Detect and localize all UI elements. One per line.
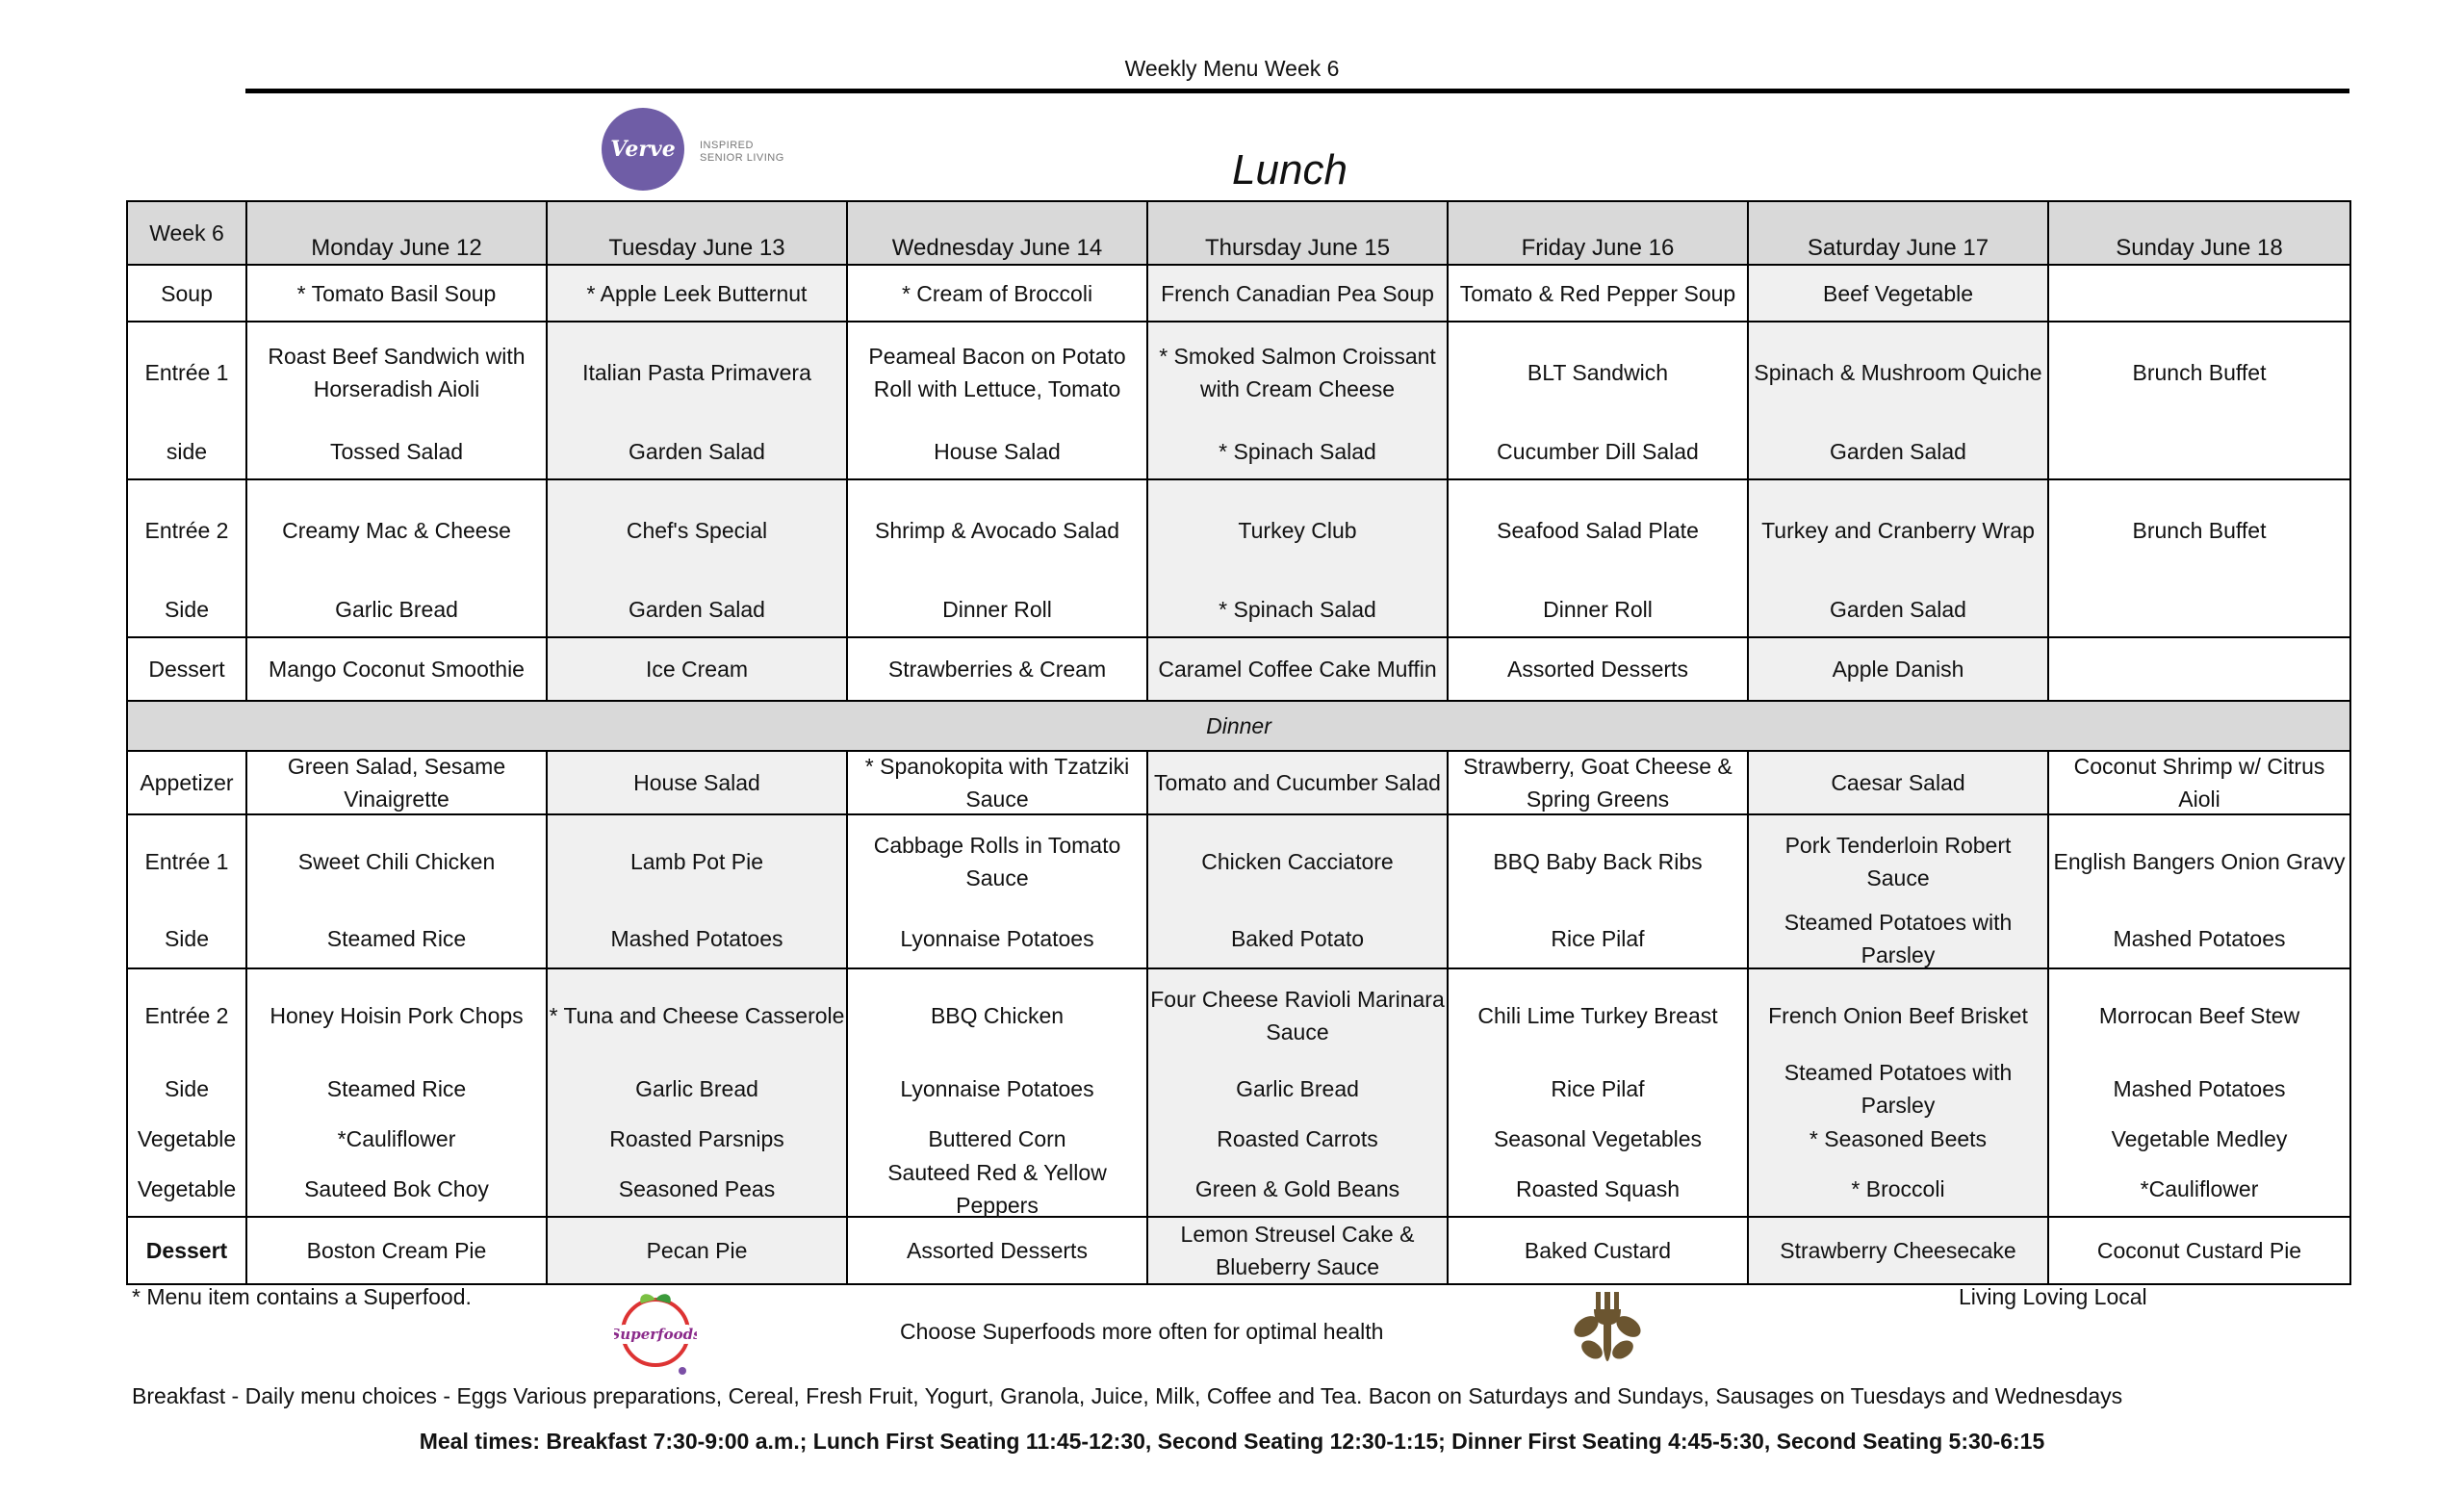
day-header xyxy=(2048,201,2350,265)
menu-text: Mango Coconut Smoothie xyxy=(269,657,525,682)
menu-text: Honey Hoisin Pork Chops xyxy=(270,1003,524,1028)
lunch-dessert-row xyxy=(127,637,2350,701)
superfoods-logo-text: Superfoods xyxy=(614,1326,697,1343)
tagline-line1: INSPIRED xyxy=(700,140,754,151)
menu-cell xyxy=(246,968,547,1217)
menu-text: Four Cheese Ravioli Marinara xyxy=(1150,987,1445,1012)
menu-cell xyxy=(1748,322,2048,479)
menu-text: Dessert xyxy=(145,1238,228,1263)
page-title: Weekly Menu Week 6 xyxy=(1124,56,1340,81)
menu-text: French Canadian Pea Soup xyxy=(1161,281,1434,306)
menu-text: Buttered Corn xyxy=(928,1126,1066,1151)
menu-text: Sweet Chili Chicken xyxy=(297,849,496,874)
menu-text: Brunch Buffet xyxy=(2132,360,2267,385)
day-name: Monday June 12 xyxy=(311,235,482,261)
menu-cell xyxy=(847,751,1147,814)
menu-cell xyxy=(2048,479,2350,637)
lunch-entree2-row xyxy=(127,479,2350,637)
menu-text: Spring Greens xyxy=(1526,787,1670,812)
menu-text: Peameal Bacon on Potato xyxy=(868,344,1126,369)
menu-cell xyxy=(847,1217,1147,1284)
row-label-cell xyxy=(127,479,246,637)
day-header xyxy=(246,201,547,265)
menu-cell xyxy=(1448,751,1748,814)
menu-text: Entrée 1 xyxy=(144,849,229,874)
menu-text: Green Salad, Sesame xyxy=(287,754,506,779)
menu-text: Week 6 xyxy=(149,220,224,245)
menu-cell xyxy=(547,814,847,968)
menu-text: Sauce xyxy=(1266,1019,1329,1045)
menu-text: Pork Tenderloin Robert xyxy=(1784,833,2012,858)
menu-text: Shrimp & Avocado Salad xyxy=(874,518,1119,543)
menu-text: Tossed Salad xyxy=(329,439,464,464)
menu-cell xyxy=(1448,814,1748,968)
menu-text: Seasonal Vegetables xyxy=(1493,1126,1703,1151)
menu-text: Cabbage Rolls in Tomato xyxy=(873,833,1121,858)
menu-text: * Broccoli xyxy=(1851,1176,1945,1201)
menu-text: Sauteed Red & Yellow xyxy=(887,1160,1107,1185)
menu-text: Roll with Lettuce, Tomato xyxy=(873,376,1121,401)
menu-cell xyxy=(2048,968,2350,1217)
menu-cell xyxy=(547,968,847,1217)
menu-text: BBQ Chicken xyxy=(930,1003,1065,1028)
superfoods-tagline: Choose Superfoods more often for optimal health xyxy=(900,1319,1384,1344)
menu-cell xyxy=(847,968,1147,1217)
row-label-cell xyxy=(127,751,246,814)
dinner-appetizer-row xyxy=(127,751,2350,814)
menu-cell xyxy=(1147,265,1448,322)
menu-text: Strawberries & Cream xyxy=(887,657,1107,682)
menu-text: Turkey Club xyxy=(1238,518,1357,543)
menu-text: Dinner Roll xyxy=(1543,597,1653,622)
menu-text: Sauteed Bok Choy xyxy=(304,1176,489,1201)
menu-text: House Salad xyxy=(934,439,1061,464)
menu-cell xyxy=(1147,968,1448,1217)
menu-text: Tomato and Cucumber Salad xyxy=(1154,770,1441,795)
menu-text: Vegetable Medley xyxy=(2111,1126,2288,1151)
menu-text: Vegetable xyxy=(137,1126,237,1151)
menu-text: BBQ Baby Back Ribs xyxy=(1493,849,1703,874)
menu-text: Baked Custard xyxy=(1524,1238,1672,1263)
menu-text: Mashed Potatoes xyxy=(2113,926,2286,951)
menu-text: Parsley xyxy=(1861,1093,1936,1118)
row-label-cell xyxy=(127,265,246,322)
menu-text: Garlic Bread xyxy=(635,1076,758,1101)
menu-text: Turkey and Cranberry Wrap xyxy=(1761,518,2035,543)
menu-cell xyxy=(1147,637,1448,701)
verve-logo xyxy=(602,108,794,194)
menu-cell xyxy=(1147,479,1448,637)
menu-text: Sauce xyxy=(1866,865,1930,890)
menu-text: Lyonnaise Potatoes xyxy=(900,926,1094,951)
menu-text: Garlic Bread xyxy=(335,597,458,622)
menu-cell xyxy=(1748,968,2048,1217)
menu-cell xyxy=(547,479,847,637)
menu-cell xyxy=(246,479,547,637)
menu-cell xyxy=(1147,751,1448,814)
menu-text: Appetizer xyxy=(140,770,234,795)
row-label-cell xyxy=(127,1217,246,1284)
menu-text: Horseradish Aioli xyxy=(313,376,480,401)
row-label-cell xyxy=(127,322,246,479)
menu-cell xyxy=(1448,637,1748,701)
day-name: Sunday June 18 xyxy=(2116,235,2283,261)
menu-text: Seafood Salad Plate xyxy=(1497,518,1699,543)
menu-text: Steamed Potatoes with xyxy=(1784,910,2013,935)
menu-cell xyxy=(847,479,1147,637)
menu-text: Chef's Special xyxy=(626,518,768,543)
menu-text: Soup xyxy=(161,281,213,306)
menu-cell xyxy=(547,322,847,479)
menu-cell xyxy=(1147,322,1448,479)
menu-cell xyxy=(2048,814,2350,968)
day-name: Saturday June 17 xyxy=(1807,235,1989,261)
week-label-cell xyxy=(127,201,246,265)
menu-text: Steamed Rice xyxy=(326,1076,467,1101)
menu-text: Baked Potato xyxy=(1230,926,1365,951)
row-label-cell xyxy=(127,968,246,1217)
menu-text: Strawberry, Goat Cheese & xyxy=(1463,754,1732,779)
menu-text: Chili Lime Turkey Breast xyxy=(1477,1003,1718,1028)
menu-text: *Cauliflower xyxy=(2140,1176,2259,1201)
menu-text: Parsley xyxy=(1861,942,1936,967)
menu-text: * Tuna and Cheese Casserole xyxy=(549,1003,845,1028)
menu-text: Dinner Roll xyxy=(942,597,1052,622)
menu-text: BLT Sandwich xyxy=(1527,360,1669,385)
menu-text: French Onion Beef Brisket xyxy=(1768,1003,2028,1028)
tagline-line2: SENIOR LIVING xyxy=(700,152,784,164)
menu-text: Morrocan Beef Stew xyxy=(2098,1003,2300,1028)
menu-text: * Spanokopita with Tzatziki xyxy=(864,754,1130,779)
menu-text: Apple Danish xyxy=(1832,657,1964,682)
day-header xyxy=(1748,201,2048,265)
breakfast-info: Breakfast - Daily menu choices - Eggs Various preparations, Cereal, Fresh Fruit, Yogurt, Granola, Juice, Milk, Coffee and Tea. Bacon on Saturdays and Sundays, Sausages on Tuesdays and Wednesdays xyxy=(132,1383,2123,1408)
day-name: Wednesday June 14 xyxy=(891,235,1103,261)
menu-cell xyxy=(547,1217,847,1284)
menu-text: Lyonnaise Potatoes xyxy=(900,1076,1094,1101)
menu-text: Pecan Pie xyxy=(646,1238,748,1263)
menu-cell xyxy=(1448,265,1748,322)
day-header xyxy=(847,201,1147,265)
menu-text: Rice Pilaf xyxy=(1551,1076,1645,1101)
lunch-soup-row xyxy=(127,265,2350,322)
menu-cell xyxy=(2048,322,2350,479)
menu-text: Blueberry Sauce xyxy=(1215,1254,1380,1279)
menu-text: Steamed Rice xyxy=(326,926,467,951)
day-header xyxy=(1147,201,1448,265)
menu-text: Sauce xyxy=(965,865,1029,890)
menu-text: Ice Cream xyxy=(645,657,749,682)
menu-cell xyxy=(547,751,847,814)
menu-text: Garden Salad xyxy=(1830,597,1966,622)
menu-cell xyxy=(1748,751,2048,814)
dinner-band-row xyxy=(127,701,2350,751)
day-header-row xyxy=(127,201,2350,265)
menu-text: Dessert xyxy=(148,657,225,682)
dinner-entree1-row xyxy=(127,814,2350,968)
menu-text: Garlic Bread xyxy=(1236,1076,1359,1101)
menu-text: Lemon Streusel Cake & xyxy=(1180,1222,1415,1247)
verve-logo-tagline xyxy=(700,140,784,165)
menu-text: Tomato & Red Pepper Soup xyxy=(1459,281,1736,306)
menu-text: Beef Vegetable xyxy=(1822,281,1974,306)
menu-text: Chicken Cacciatore xyxy=(1201,849,1394,874)
menu-text: Italian Pasta Primavera xyxy=(582,360,811,385)
menu-text: Garden Salad xyxy=(1830,439,1966,464)
menu-text: * Apple Leek Butternut xyxy=(586,281,808,306)
menu-text: Brunch Buffet xyxy=(2132,518,2267,543)
menu-text: Peppers xyxy=(956,1193,1039,1218)
lunch-title: Lunch xyxy=(1232,146,1348,193)
menu-cell xyxy=(246,751,547,814)
menu-cell xyxy=(1748,1217,2048,1284)
menu-text: Vegetable xyxy=(137,1176,237,1201)
menu-text: Steamed Potatoes with xyxy=(1784,1060,2013,1085)
dinner-entree2-row xyxy=(127,968,2350,1217)
menu-text: Strawberry Cheesecake xyxy=(1780,1238,2016,1263)
menu-cell xyxy=(1448,322,1748,479)
menu-text: Caesar Salad xyxy=(1831,770,1965,795)
menu-text: * Cream of Broccoli xyxy=(901,281,1093,306)
row-label-cell xyxy=(127,637,246,701)
menu-cell xyxy=(1748,814,2048,968)
menu-text: Roasted Parsnips xyxy=(609,1126,784,1151)
menu-cell xyxy=(246,265,547,322)
menu-text: Side xyxy=(164,926,210,951)
living-local: Living Loving Local xyxy=(1959,1284,2147,1309)
menu-text: Coconut Shrimp w/ Citrus xyxy=(2073,754,2325,779)
menu-cell xyxy=(2048,637,2350,701)
menu-text: Lamb Pot Pie xyxy=(629,849,764,874)
day-name: Friday June 16 xyxy=(1521,235,1675,261)
superfood-note: * Menu item contains a Superfood. xyxy=(132,1284,472,1309)
header-rule xyxy=(245,89,2349,93)
menu-cell xyxy=(246,814,547,968)
menu-cell xyxy=(547,265,847,322)
menu-text: Garden Salad xyxy=(629,439,765,464)
menu-cell xyxy=(847,814,1147,968)
menu-text: Caramel Coffee Cake Muffin xyxy=(1158,657,1437,682)
menu-text: Assorted Desserts xyxy=(907,1238,1088,1263)
menu-cell xyxy=(1448,1217,1748,1284)
menu-cell xyxy=(1448,479,1748,637)
day-header xyxy=(1448,201,1748,265)
fork-spoon-icon xyxy=(1569,1290,1646,1373)
menu-text: * Smoked Salmon Croissant xyxy=(1159,344,1436,369)
menu-cell xyxy=(847,265,1147,322)
menu-cell xyxy=(1748,265,2048,322)
menu-text: Entrée 2 xyxy=(144,518,229,543)
menu-cell xyxy=(847,322,1147,479)
day-name: Tuesday June 13 xyxy=(608,235,785,261)
row-label-cell xyxy=(127,814,246,968)
menu-cell xyxy=(1748,479,2048,637)
day-name: Thursday June 15 xyxy=(1204,235,1391,261)
menu-text: Side xyxy=(164,597,210,622)
menu-cell xyxy=(2048,265,2350,322)
menu-text: Side xyxy=(164,1076,210,1101)
menu-text: Aioli xyxy=(2178,787,2220,812)
menu-text: side xyxy=(166,439,208,464)
menu-text: Green & Gold Beans xyxy=(1194,1176,1400,1201)
menu-text: Boston Cream Pie xyxy=(306,1238,487,1263)
menu-cell xyxy=(1448,968,1748,1217)
menu-text: Entrée 1 xyxy=(144,360,229,385)
menu-text: *Cauliflower xyxy=(337,1126,456,1151)
menu-cell xyxy=(246,637,547,701)
menu-text: * Spinach Salad xyxy=(1219,597,1376,622)
menu-text: Roasted Carrots xyxy=(1217,1126,1378,1151)
menu-text: Vinaigrette xyxy=(344,787,449,812)
menu-text: House Salad xyxy=(633,770,760,795)
dinner-title: Dinner xyxy=(127,701,2350,751)
dinner-dessert-row xyxy=(127,1217,2350,1284)
menu-cell xyxy=(1748,637,2048,701)
menu-cell xyxy=(246,322,547,479)
menu-text: with Cream Cheese xyxy=(1200,376,1395,401)
menu-text: * Seasoned Beets xyxy=(1809,1126,1988,1151)
menu-text: Assorted Desserts xyxy=(1507,657,1688,682)
menu-text: Seasoned Peas xyxy=(618,1176,776,1201)
menu-text: Mashed Potatoes xyxy=(2113,1076,2286,1101)
menu-cell xyxy=(2048,751,2350,814)
menu-text: Spinach & Mushroom Quiche xyxy=(1754,360,2042,385)
menu-text: * Tomato Basil Soup xyxy=(296,281,497,306)
menu-text: Mashed Potatoes xyxy=(610,926,783,951)
menu-text: Cucumber Dill Salad xyxy=(1497,439,1699,464)
menu-text: Garden Salad xyxy=(629,597,765,622)
menu-text: * Spinach Salad xyxy=(1219,439,1376,464)
menu-cell xyxy=(1147,1217,1448,1284)
menu-text: English Bangers Onion Gravy xyxy=(2053,849,2346,874)
meal-times: Meal times: Breakfast 7:30-9:00 a.m.; Lunch First Seating 11:45-12:30, Second Seating 12:30-1:15; Dinner First Seating 4:45-5:30, Second Seating 5:30-6:15 xyxy=(419,1429,2045,1454)
lunch-entree1-row xyxy=(127,322,2350,479)
menu-cell xyxy=(246,1217,547,1284)
day-header xyxy=(547,201,847,265)
superfoods-logo-icon xyxy=(614,1290,697,1377)
menu-text: Creamy Mac & Cheese xyxy=(282,518,511,543)
menu-cell xyxy=(2048,1217,2350,1284)
menu-text: Roast Beef Sandwich with xyxy=(268,344,526,369)
menu-cell xyxy=(1147,814,1448,968)
menu-text: Coconut Custard Pie xyxy=(2096,1238,2302,1263)
menu-text: Roasted Squash xyxy=(1515,1176,1681,1201)
menu-text: Entrée 2 xyxy=(144,1003,229,1028)
weekly-menu-table xyxy=(126,200,2351,1285)
menu-cell xyxy=(847,637,1147,701)
verve-logo-mark: Verve xyxy=(602,108,684,191)
menu-cell xyxy=(547,637,847,701)
menu-text: Rice Pilaf xyxy=(1551,926,1645,951)
menu-text: Sauce xyxy=(965,787,1029,812)
